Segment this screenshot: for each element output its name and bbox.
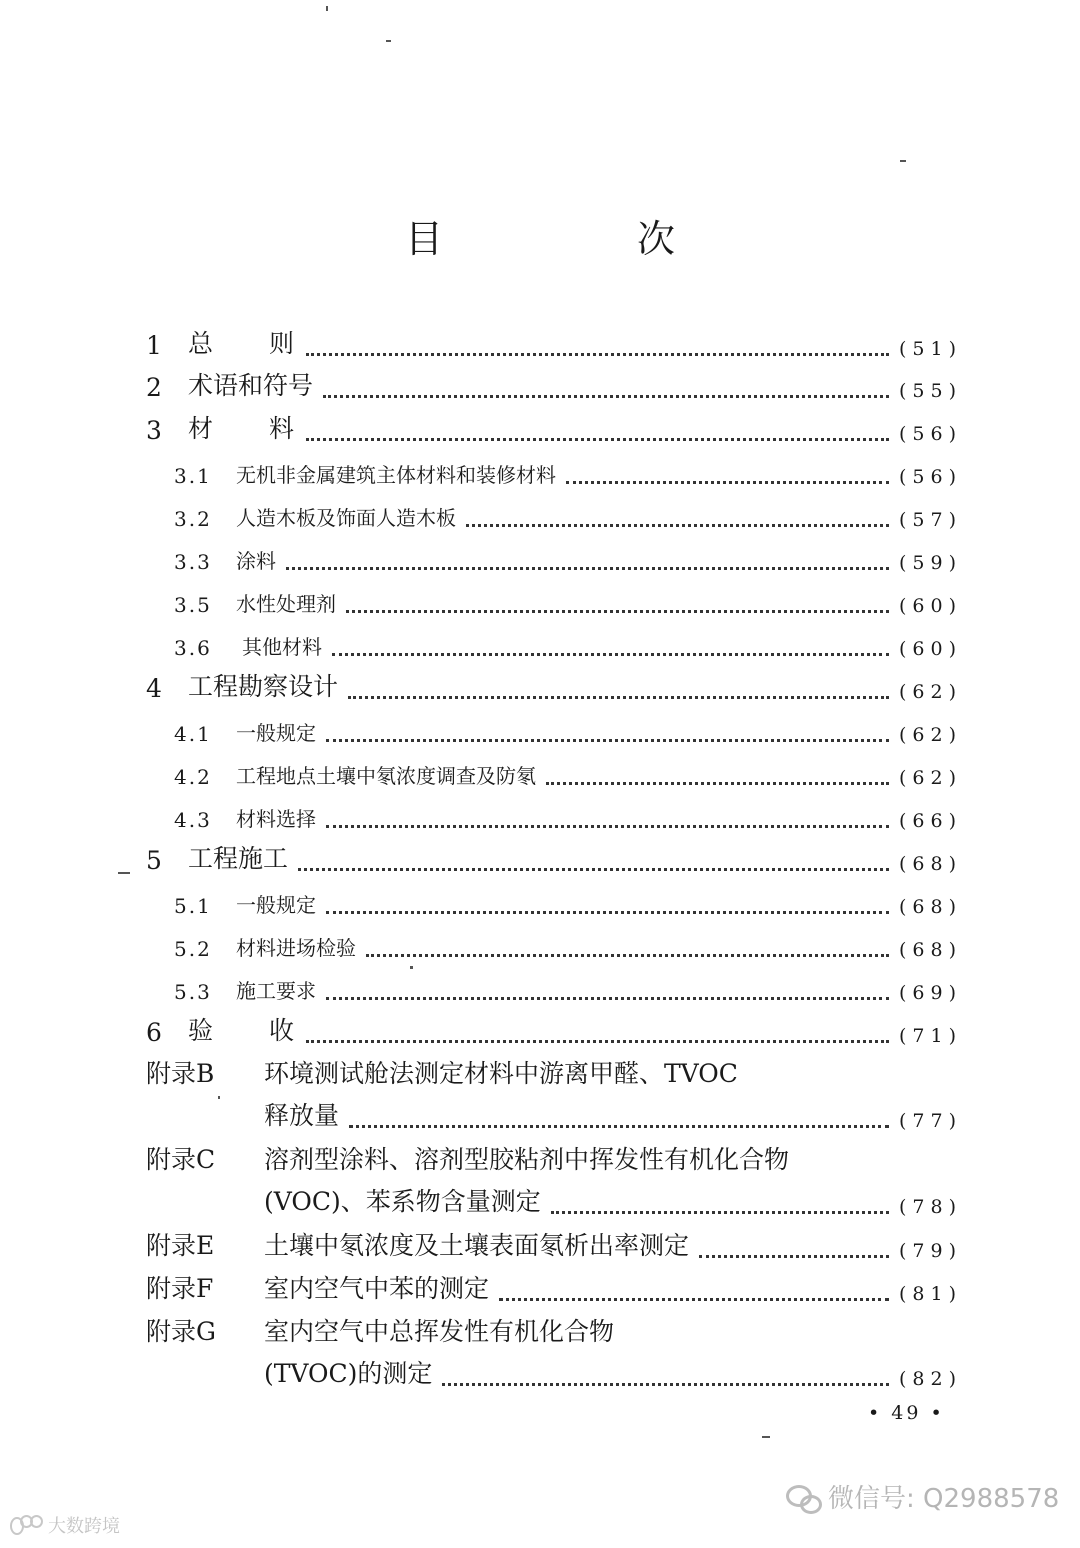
toc-entry-label: 工程地点土壤中氡浓度调查及防氡 — [236, 764, 536, 788]
toc-appendix-continuation[interactable] — [264, 1186, 962, 1218]
toc-entry-page: (51) — [898, 338, 962, 360]
toc-entry-label: 其他材料 — [242, 635, 322, 659]
toc-entry-number: 5.1 — [174, 894, 212, 918]
toc-entry[interactable] — [174, 456, 962, 488]
toc-entry-number: 3.2 — [174, 507, 212, 531]
toc-leader-dots — [546, 769, 889, 789]
toc-entry-label: 验 收 — [188, 1016, 297, 1045]
toc-leader-dots — [306, 1027, 889, 1047]
toc-entry-number: 2 — [146, 373, 162, 402]
appendix-label-line2: (VOC)、苯系物含量测定 — [264, 1187, 541, 1216]
toc-entry[interactable] — [146, 413, 962, 445]
toc-entry-label: 人造木板及饰面人造木板 — [236, 506, 456, 530]
toc-entry-number: 5 — [146, 846, 162, 875]
toc-entry-page: (62) — [898, 681, 962, 703]
toc-entry-page: (79) — [898, 1240, 962, 1262]
toc-appendix-entry[interactable] — [146, 1273, 962, 1305]
toc-leader-dots — [326, 898, 889, 918]
toc-entry-label: 一般规定 — [236, 721, 316, 745]
appendix-number: 附录E — [146, 1231, 215, 1260]
scan-speck — [118, 872, 130, 874]
toc-entry-number: 4.2 — [174, 765, 212, 789]
toc-entry-page: (62) — [898, 767, 962, 789]
toc-entry[interactable] — [146, 370, 962, 402]
toc-entry[interactable] — [174, 886, 962, 918]
toc-entry-label: 材 料 — [188, 414, 297, 443]
wechat-watermark-text: 微信号: Q2988578 — [828, 1484, 1060, 1514]
toc-appendix-entry[interactable] — [146, 1058, 962, 1090]
toc-entry-label: 无机非金属建筑主体材料和装修材料 — [236, 463, 556, 487]
toc-leader-dots — [466, 511, 889, 531]
scan-speck — [326, 6, 328, 11]
toc-entry[interactable] — [146, 843, 962, 875]
toc-entry-number: 4.1 — [174, 722, 212, 746]
toc-entry-label: 水性处理剂 — [236, 592, 336, 616]
toc-entry[interactable] — [174, 929, 962, 961]
toc-leader-dots — [326, 812, 889, 832]
appendix-label-line2: 释放量 — [264, 1101, 340, 1130]
appendix-label-line2: (TVOC)的测定 — [264, 1359, 433, 1388]
appendix-number: 附录F — [146, 1274, 214, 1303]
toc-entry-number: 3.5 — [174, 593, 212, 617]
scan-speck — [410, 966, 413, 969]
toc-entry-label: 施工要求 — [236, 979, 316, 1003]
toc-entry[interactable] — [174, 714, 962, 746]
toc-entry-page: (69) — [898, 982, 962, 1004]
toc-entry-page: (71) — [898, 1025, 962, 1047]
toc-entry-page: (62) — [898, 724, 962, 746]
toc-entry-number: 5.2 — [174, 937, 212, 961]
toc-entry[interactable] — [174, 628, 962, 660]
toc-entry-label: 总 则 — [188, 329, 297, 358]
toc-entry-page: (68) — [898, 853, 962, 875]
appendix-label-line1: 室内空气中苯的测定 — [264, 1274, 490, 1303]
toc-entry-page: (81) — [898, 1283, 962, 1305]
toc-leader-dots — [286, 554, 889, 574]
toc-entry[interactable] — [174, 542, 962, 574]
appendix-number: 附录B — [146, 1059, 215, 1088]
toc-entry-label: 材料进场检验 — [236, 936, 356, 960]
toc-entry[interactable] — [174, 800, 962, 832]
scan-speck — [386, 40, 391, 42]
toc-leader-dots — [551, 1198, 889, 1218]
toc-entry-number: 3.1 — [174, 464, 212, 488]
toc-leader-dots — [326, 984, 889, 1004]
toc-entry-page: (60) — [898, 595, 962, 617]
toc-appendix-continuation[interactable] — [264, 1100, 962, 1132]
toc-entry-page: (82) — [898, 1368, 962, 1390]
appendix-label-line1: 溶剂型涂料、溶剂型胶粘剂中挥发性有机化合物 — [264, 1145, 790, 1174]
toc-entry[interactable] — [146, 328, 962, 360]
appendix-number: 附录G — [146, 1317, 216, 1346]
toc-leader-dots — [499, 1285, 889, 1305]
toc-entry-label: 工程施工 — [188, 844, 289, 873]
toc-entry-page: (66) — [898, 810, 962, 832]
toc-leader-dots — [326, 726, 889, 746]
toc-entry-label: 一般规定 — [236, 893, 316, 917]
toc-entry[interactable] — [146, 671, 962, 703]
toc-entry[interactable] — [174, 499, 962, 531]
toc-entry-number: 4.3 — [174, 808, 212, 832]
toc-entry[interactable] — [174, 972, 962, 1004]
logo-icon — [10, 1515, 44, 1535]
toc-leader-dots — [306, 340, 889, 360]
toc-leader-dots — [699, 1242, 889, 1262]
toc-leader-dots — [346, 597, 889, 617]
toc-leader-dots — [323, 382, 889, 402]
page-number: • 49 • — [868, 1402, 945, 1424]
scan-speck — [218, 1096, 220, 1099]
toc-entry-page: (68) — [898, 939, 962, 961]
toc-leader-dots — [366, 941, 889, 961]
toc-entry-label: 工程勘察设计 — [188, 672, 339, 701]
toc-leader-dots — [566, 468, 889, 488]
toc-appendix-entry[interactable] — [146, 1144, 962, 1176]
toc-leader-dots — [298, 855, 889, 875]
page-title: 目 次 — [404, 217, 753, 261]
toc-appendix-continuation[interactable] — [264, 1358, 962, 1390]
toc-appendix-entry[interactable] — [146, 1230, 962, 1262]
wechat-icon — [786, 1483, 820, 1511]
toc-entry-label: 涂料 — [236, 549, 276, 573]
toc-leader-dots — [306, 425, 889, 445]
source-watermark-text: 大数跨境 — [48, 1516, 120, 1537]
toc-leader-dots — [332, 640, 889, 660]
scan-speck — [762, 1436, 770, 1438]
toc-entry-label: 术语和符号 — [188, 371, 314, 400]
toc-entry[interactable] — [146, 1015, 962, 1047]
toc-leader-dots — [442, 1370, 889, 1390]
toc-entry-number: 4 — [146, 674, 162, 703]
appendix-label-line1: 室内空气中总挥发性有机化合物 — [264, 1317, 615, 1346]
appendix-label-line1: 环境测试舱法测定材料中游离甲醛、TVOC — [264, 1059, 738, 1088]
toc-entry-page: (78) — [898, 1196, 962, 1218]
toc-leader-dots — [348, 683, 889, 703]
toc-entry-label: 材料选择 — [236, 807, 316, 831]
toc-entry-number: 6 — [146, 1018, 162, 1047]
toc-entry-number: 3 — [146, 416, 162, 445]
appendix-number: 附录C — [146, 1145, 216, 1174]
toc-entry-number: 3.6 — [174, 636, 212, 660]
toc-entry-number: 1 — [146, 331, 162, 360]
toc-entry-page: (59) — [898, 552, 962, 574]
toc-entry[interactable] — [174, 757, 962, 789]
toc-entry-page: (68) — [898, 896, 962, 918]
source-watermark — [10, 1512, 120, 1538]
toc-leader-dots — [349, 1112, 889, 1132]
toc-entry-page: (57) — [898, 509, 962, 531]
toc-entry-page: (56) — [898, 423, 962, 445]
wechat-watermark — [786, 1478, 1059, 1515]
toc-entry-page: (77) — [898, 1110, 962, 1132]
toc-entry-number: 3.3 — [174, 550, 212, 574]
toc-appendix-entry[interactable] — [146, 1316, 962, 1348]
scan-speck — [900, 160, 906, 162]
toc-entry-number: 5.3 — [174, 980, 212, 1004]
appendix-label-line1: 土壤中氡浓度及土壤表面氡析出率测定 — [264, 1231, 690, 1260]
toc-entry[interactable] — [174, 585, 962, 617]
toc-entry-page: (55) — [898, 380, 962, 402]
toc-entry-page: (56) — [898, 466, 962, 488]
toc-entry-page: (60) — [898, 638, 962, 660]
